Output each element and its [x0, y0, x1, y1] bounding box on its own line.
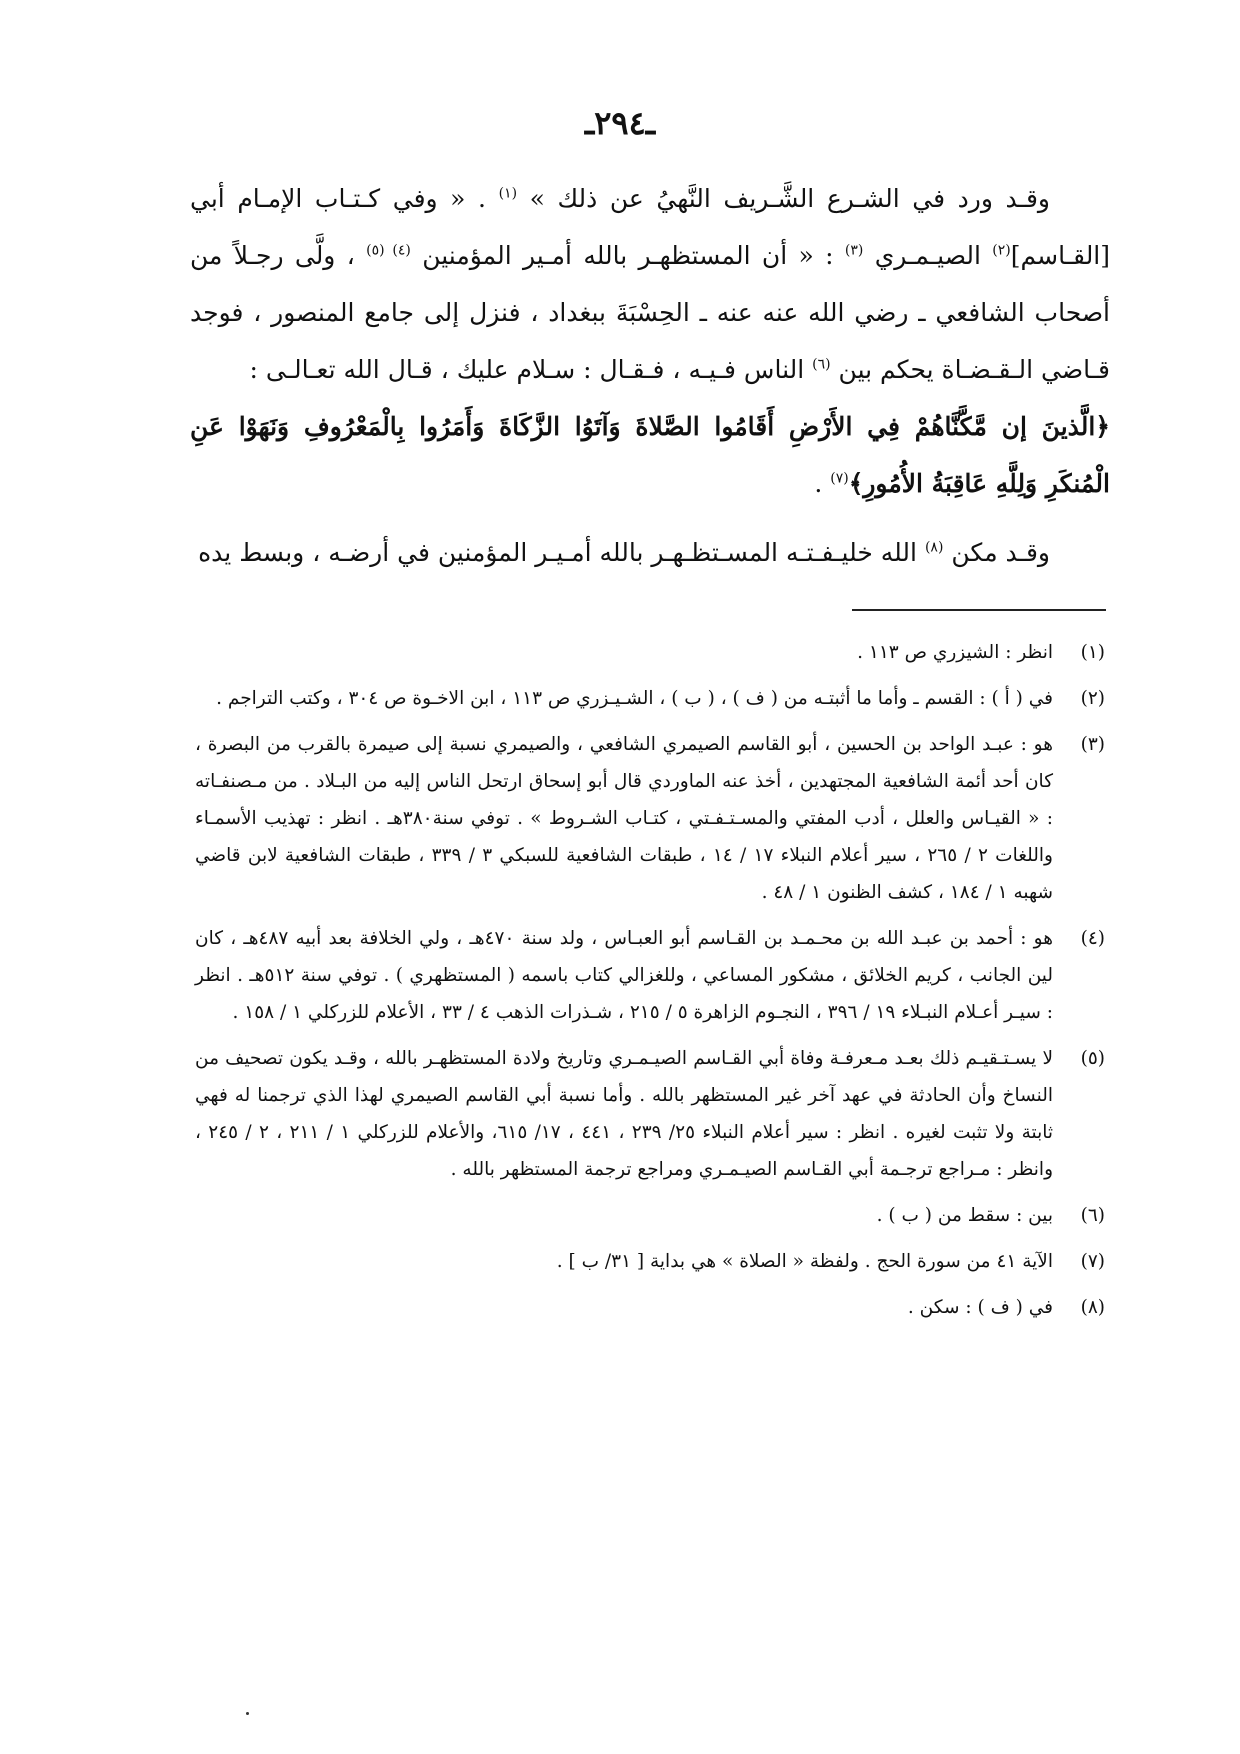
paragraph-2	[190, 524, 1110, 581]
text-run: ، ولَّى رجـلاً من أصحاب الشافعي ـ رضي الله عنه عنه ـ الحِسْبَةَ ببغداد ، فنزل إلى جامع المنصور ، فوجد قـاضي الـقـضـاة يحكم بين	[190, 241, 1110, 384]
footnote-text: هو : عبـد الواحد بن الحسين ، أبو القاسم الصيمري الشافعي ، والصيمري نسبة إلى صيمرة بالقرب من البصرة ، كان أحد أئمة الشافعية المجتهدين ، أخذ عنه الماوردي قال أبو إسحاق ارتحل الناس إليه من البـلاد . من مـصنفـاته : « القيـاس والعلل ، أدب المفتي والمسـتـفـتي ، كتـاب الشـروط » . توفي سنة٣٨٠هـ . انظر : تهذيب الأسمـاء واللغات ٢ / ٢٦٥ ، سير أعلام النبلاء ١٧ / ١٤ ، طبقات الشافعية للسبكي ٣ / ٣٣٩ ، طبقات الشافعية لابن قاضي شهبه ١ / ١٨٤ ، كشف الظنون ١ / ٤٨ .	[195, 734, 1053, 903]
footnote-3	[195, 726, 1105, 911]
footnote-number: (٧)	[1080, 1251, 1105, 1272]
page-number: ـ٢٩٤ـ	[584, 104, 656, 142]
text-run: الله خليـفـتـه المسـتظـهـر بالله أمـيـر المؤمنين في أرضـه ، وبسط يده	[198, 538, 925, 567]
footnote-7	[195, 1243, 1105, 1280]
footnote-ref-7[interactable]: (٧)	[830, 470, 849, 487]
text-run: : « أن المستظهـر بالله أمـير المؤمنين	[410, 241, 845, 270]
footnote-ref-3[interactable]: (٣)	[844, 242, 864, 259]
footnote-1	[195, 634, 1105, 671]
footnote-text: في ( ف ) : سكن .	[907, 1297, 1053, 1318]
footnote-number: (٤)	[1080, 928, 1105, 949]
footnote-number: (٥)	[1080, 1048, 1105, 1069]
footnotes	[195, 634, 1105, 1335]
footnote-number: (٨)	[1080, 1297, 1105, 1318]
footnote-number: (٦)	[1080, 1205, 1105, 1226]
main-text	[190, 170, 1110, 581]
footnote-5	[195, 1040, 1105, 1188]
footnote-text: بين : سقط من ( ب ) .	[876, 1205, 1053, 1226]
footnote-ref-1[interactable]: (١)	[498, 185, 518, 202]
footnote-ref-2[interactable]: (٢)	[992, 242, 1011, 259]
text-run: وقـد ورد في الشـرع الشَّـريف النَّهيُ عن ذلك »	[517, 184, 1050, 213]
footnote-ref-8[interactable]: (٨)	[924, 539, 944, 556]
footnote-text: لا يسـتـقيـم ذلك بعـد مـعرفـة وفاة أبي القـاسم الصيـمـري وتاريخ ولادة المستظهـر بالله ، وقـد يكون تصحيف من النساخ وأن الحادثة في عهد آخر غير المستظهر بالله . وأما نسبة أبي القاسم الصيمري لهذا الذي ترجمنا له فهي ثابتة ولا تثبت لغيره . انظر : سير أعلام النبلاء ٢٥/ ٢٣٩ ، ٤٤١ ، ١٧/ ٦١٥، والأعلام للزركلي ١ / ٢١١ ، ٢ / ٢٤٥ ، وانظر : مـراجع ترجـمة أبي القـاسم الصيـمـري ومراجع ترجمة المستظهر بالله .	[195, 1048, 1054, 1180]
footnote-ref-4-5[interactable]: (٤) (٥)	[366, 242, 411, 259]
footnote-2	[195, 680, 1105, 717]
text-run: . « وفي كـتـاب الإمـام أبي [القـاسم]	[190, 184, 1111, 270]
footnote-divider	[852, 609, 1106, 611]
footnote-number: (١)	[1080, 642, 1105, 663]
footnote-6	[195, 1197, 1105, 1234]
footnote-number: (٣)	[1080, 734, 1105, 755]
footnote-ref-6[interactable]: (٦)	[812, 356, 831, 373]
footnote-4	[195, 920, 1105, 1031]
paragraph-1	[190, 170, 1110, 398]
text-run: وقـد مكن	[943, 538, 1050, 567]
quran-verse-block	[190, 398, 1110, 512]
footnote-text: هو : أحمد بن عبـد الله بن محـمـد بن القـاسم أبو العبـاس ، ولد سنة ٤٧٠هـ ، ولي الخلافة بعد أبيه ٤٨٧هـ ، كان لين الجانب ، كريم الخلائق ، مشكور المساعي ، وللغزالي كتاب باسمه ( المستظهري ) . توفي سنة ٥١٢هـ . انظر : سيـر أعـلام النبـلاء ١٩ / ٣٩٦ ، النجـوم الزاهرة ٥ / ٢١٥ ، شـذرات الذهب ٤ / ٣٣ ، الأعلام للزركلي ١ / ١٥٨ .	[195, 928, 1053, 1023]
footnote-text: انظر : الشيزري ص ١١٣ .	[857, 642, 1053, 663]
quran-verse: ﴿الَّذينَ إن مَّكَّنَّاهُمْ فِي الأَرْضِ أَقَامُوا الصَّلاةَ وَآتَوُا الزَّكَاةَ وَأَمَرُوا بِالْمَعْرُوفِ وَنَهَوْا عَنِ الْمُنكَرِ وَلِلَّهِ عَاقِبَةُ الأُمُورِ﴾	[190, 412, 1110, 498]
footnote-8	[195, 1289, 1105, 1326]
stray-dot	[246, 1712, 249, 1715]
text-run: الناس فـيـه ، فـقـال : سـلام عليك ، قـال الله تعـالـى :	[249, 355, 813, 384]
footnote-text: الآية ٤١ من سورة الحج . ولفظة « الصلاة » هي بداية [ ٣١/ ب ] .	[556, 1251, 1053, 1272]
footnote-number: (٢)	[1080, 688, 1105, 709]
text-run: الصيـمـري	[863, 241, 993, 270]
footnote-text: في ( أ ) : القسم ـ وأما ما أثبتـه من ( ف ) ، ( ب ) ، الشـيـزري ص ١١٣ ، ابن الاخـوة ص ٣٠٤ ، وكتب التراجم .	[216, 688, 1053, 709]
text-run: .	[814, 469, 831, 498]
